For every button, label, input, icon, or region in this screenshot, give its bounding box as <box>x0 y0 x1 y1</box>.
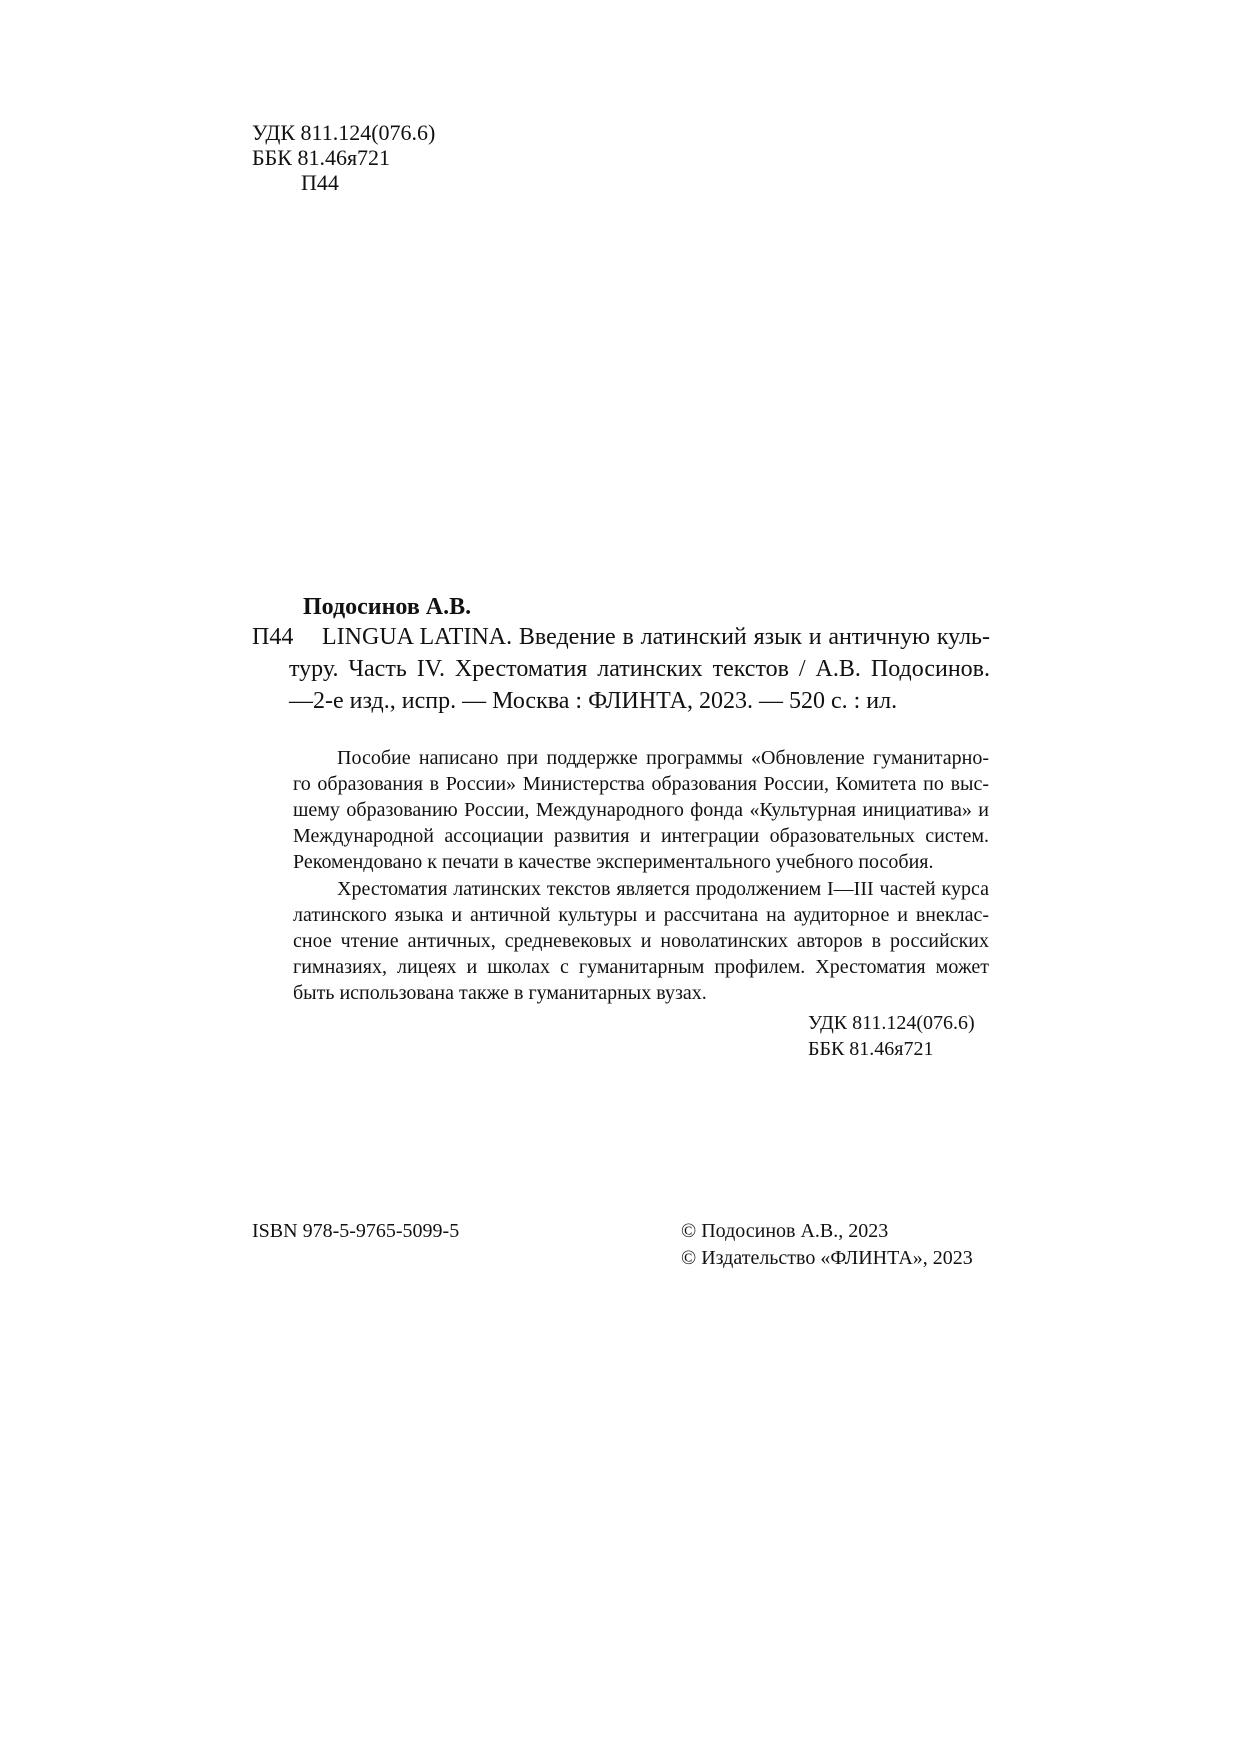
entry-line-2: туру. Часть IV. Хрестоматия латинских текстов / А.В. Подосинов. <box>289 656 990 682</box>
annotation-p1-line-5: Рекомендовано к печати в качестве экспериментального учебного пособия. <box>293 851 934 873</box>
annotation-p1-line-3: шему образованию России, Международного фонда «Культурная инициатива» и <box>293 799 989 821</box>
entry-line-3: —2-е изд., испр. — Москва : ФЛИНТА, 2023. — 520 с. : ил. <box>289 688 898 714</box>
annotation-p2-line-5: быть использована также в гуманитарных вузах. <box>293 982 707 1004</box>
annotation-udk: УДК 811.124(076.6) <box>808 1012 975 1034</box>
entry-code: П44 <box>252 624 294 650</box>
annotation-p2-line-1: Хрестоматия латинских текстов является продолжением I—III частей курса <box>337 878 989 900</box>
top-bbk: ББК 81.46я721 <box>252 145 391 170</box>
author-heading: Подосинов А.В. <box>303 594 472 620</box>
copyright-publisher: © Издательство «ФЛИНТА», 2023 <box>681 1247 973 1269</box>
top-udk: УДК 811.124(076.6) <box>252 120 436 145</box>
top-code: П44 <box>301 170 339 195</box>
copyright-author: © Подосинов А.В., 2023 <box>681 1220 889 1242</box>
annotation-p2-line-2: латинского языка и античной культуры и рассчитана на аудиторное и внеклас- <box>293 904 989 926</box>
annotation-p1-line-1: Пособие написано при поддержке программы «Обновление гуманитарно- <box>337 747 989 769</box>
entry-line-1: LINGUA LATINA. Введение в латинский язык и античную куль- <box>322 624 990 650</box>
isbn: ISBN 978-5-9765-5099-5 <box>252 1220 460 1242</box>
annotation-p1-line-2: го образования в России» Министерства образования России, Комитета по выс- <box>293 773 989 795</box>
annotation-p1-line-4: Международной ассоциации развития и интеграции образовательных систем. <box>293 825 989 847</box>
annotation-p2-line-3: сное чтение античных, средневековых и новолатинских авторов в российских <box>293 930 989 952</box>
annotation-bbk: ББК 81.46я721 <box>808 1038 934 1060</box>
annotation-p2-line-4: гимназиях, лицеях и школах с гуманитарным профилем. Хрестоматия может <box>293 956 989 978</box>
